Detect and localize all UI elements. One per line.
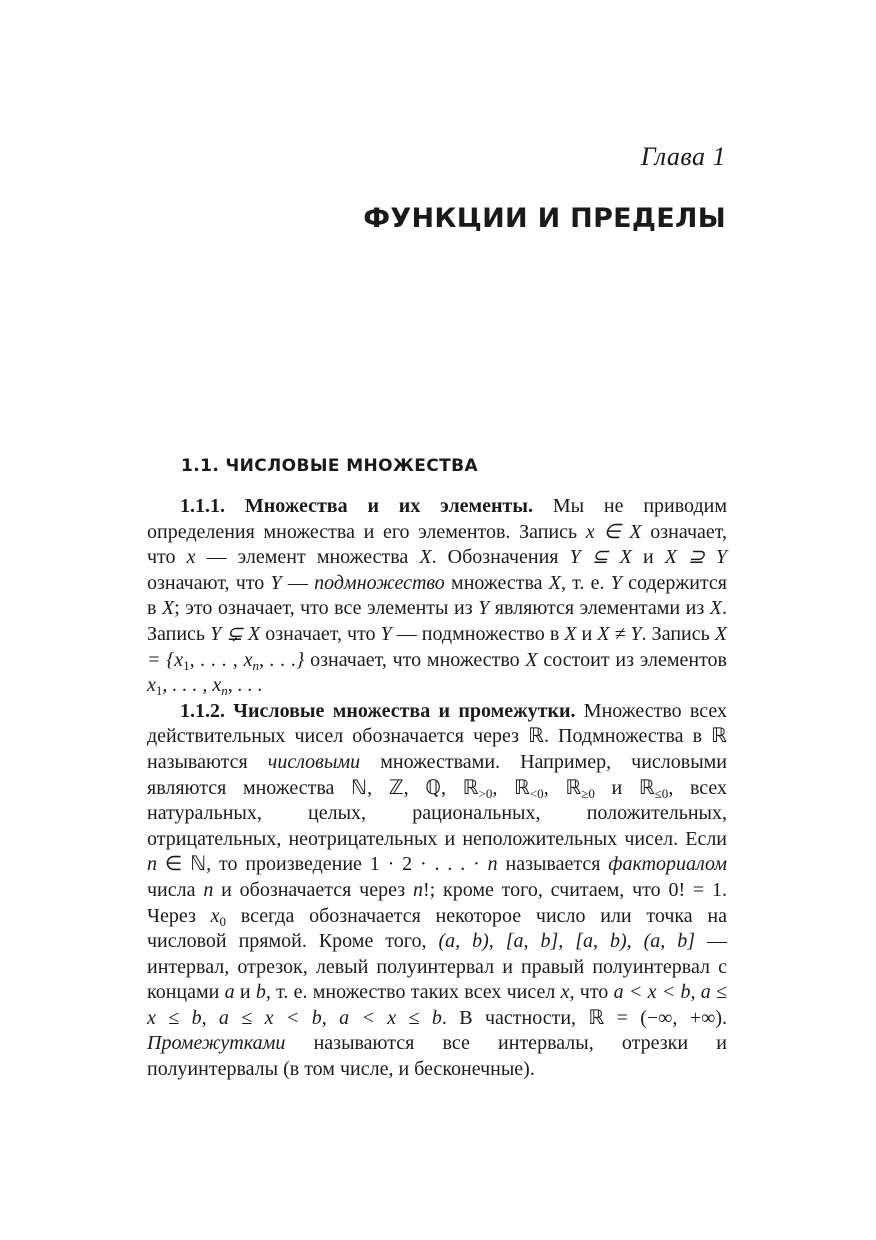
math: , . . . , x — [189, 648, 253, 671]
math: x — [147, 674, 156, 697]
subscript: n — [252, 657, 259, 673]
math: X ≠ Y — [597, 622, 642, 645]
text: . Обозначения — [431, 546, 570, 569]
math: n — [412, 878, 423, 901]
text: . Запись — [641, 622, 715, 645]
paragraph-number-sets-and-intervals — [147, 699, 727, 1083]
math: n — [203, 878, 214, 901]
text: , что — [569, 981, 614, 1004]
text: множествами. Например, числовыми являются множества ℕ, ℤ, ℚ, ℝ — [147, 750, 727, 799]
text: множества — [444, 571, 549, 594]
text: и — [576, 622, 598, 645]
text: всегда обозначается некоторое число или точка на числовой прямой. Кроме того, — [147, 904, 727, 953]
math: Y — [380, 622, 392, 645]
emphasis: Промежутками — [147, 1032, 286, 1055]
text: Множество всех действительных чисел обозначается через ℝ. Подмножества в ℝ называются — [147, 699, 727, 773]
subscript: 1 — [183, 657, 190, 673]
math: Y — [478, 597, 490, 620]
paragraph-heading: 1.1.2. Числовые множества и промежутки. — [180, 699, 576, 722]
text: содержится в — [147, 571, 727, 620]
emphasis: числовыми — [267, 750, 361, 773]
text: , т. е. множество таких всех чисел — [265, 981, 561, 1004]
text: — подмножество в — [391, 622, 565, 645]
subscript: 0 — [219, 913, 227, 929]
math: n — [487, 853, 498, 876]
subscript: 1 — [155, 683, 163, 699]
text: и обозначается через — [213, 878, 413, 901]
math: Y — [270, 571, 282, 594]
math: X — [161, 597, 175, 620]
text: , всех натуральных, целых, рациональных, положительных, отрицательных, неотрицательных и неположительных чисел. Если — [147, 776, 728, 850]
math: x ∈ X — [585, 520, 642, 543]
math: (a, b), [a, b], [a, b), (a, b] — [438, 930, 696, 953]
math: X — [564, 622, 577, 645]
text: . Запись — [147, 597, 727, 645]
body-text — [147, 494, 727, 1083]
text: . В частности, ℝ = (−∞, +∞). — [441, 1006, 727, 1029]
emphasis: подмножество — [314, 571, 445, 594]
chapter-title: ФУНКЦИИ И ПРЕДЕЛЫ — [363, 203, 726, 234]
paragraph-heading: 1.1.1. Множества и их элементы. — [180, 495, 534, 517]
text: — интервал, отрезок, левый полуинтервал и правый полуинтервал с концами — [147, 930, 728, 1004]
text: означает, что множество — [304, 648, 526, 671]
math: X — [548, 571, 561, 594]
text: означают, что — [147, 571, 271, 594]
math: X — [525, 648, 538, 671]
math: a < x < b, a ≤ x ≤ b, a ≤ x < b, a < x ≤ b — [147, 981, 727, 1029]
subscript: ≥0 — [581, 785, 595, 801]
emphasis: факториалом — [608, 853, 727, 876]
text: и — [234, 981, 256, 1004]
subscript: >0 — [478, 785, 493, 801]
math: , . . . , x — [162, 674, 222, 697]
paragraph-sets-and-elements — [147, 494, 727, 699]
math: Y — [610, 571, 622, 594]
math: X ⊇ Y — [664, 546, 727, 569]
text: , ℝ — [492, 776, 530, 799]
text: называется — [497, 853, 609, 876]
subscript: ≤0 — [654, 785, 669, 801]
text: означает, что — [147, 520, 728, 569]
text: означает, что — [260, 622, 381, 645]
subscript: <0 — [529, 785, 544, 801]
chapter-label: Глава 1 — [640, 142, 726, 171]
math: , . . .} — [258, 648, 305, 671]
math: a — [224, 981, 235, 1004]
math: Y ⊆ X — [569, 546, 632, 569]
text: , т. е. — [560, 571, 611, 594]
text: состоит из элементов — [537, 648, 727, 671]
math: X = {x — [147, 622, 727, 671]
math: x — [560, 981, 570, 1004]
text: и — [631, 546, 665, 569]
section-title: 1.1. ЧИСЛОВЫЕ МНОЖЕСТВА — [181, 456, 479, 476]
text: — элемент множества — [195, 546, 420, 569]
text: — — [281, 571, 315, 594]
text: и ℝ — [594, 776, 655, 799]
math: x — [210, 904, 220, 927]
text: , ℝ — [543, 776, 582, 799]
text: !; кроме того, считаем, что 0! = 1. Через — [147, 878, 728, 927]
text: ∈ ℕ, то произведение 1 · 2 · . . . · — [157, 853, 488, 876]
math: X — [419, 546, 432, 569]
math: b — [255, 981, 266, 1004]
text: числа — [147, 878, 204, 901]
text: называются все интервалы, отрезки и полуинтервалы (в том числе, и бесконечные). — [147, 1032, 727, 1081]
text: Мы не приводим определения множества и его элементов. Запись — [147, 495, 727, 543]
math: n — [147, 853, 157, 876]
math: x — [186, 546, 196, 569]
text: ; это означает, что все элементы из — [174, 597, 479, 620]
math: , . . . — [227, 674, 263, 697]
math: Y ⊊ X — [210, 622, 261, 645]
subscript: n — [221, 683, 228, 699]
text: являются элементами из — [489, 597, 710, 620]
math: X — [709, 597, 722, 620]
